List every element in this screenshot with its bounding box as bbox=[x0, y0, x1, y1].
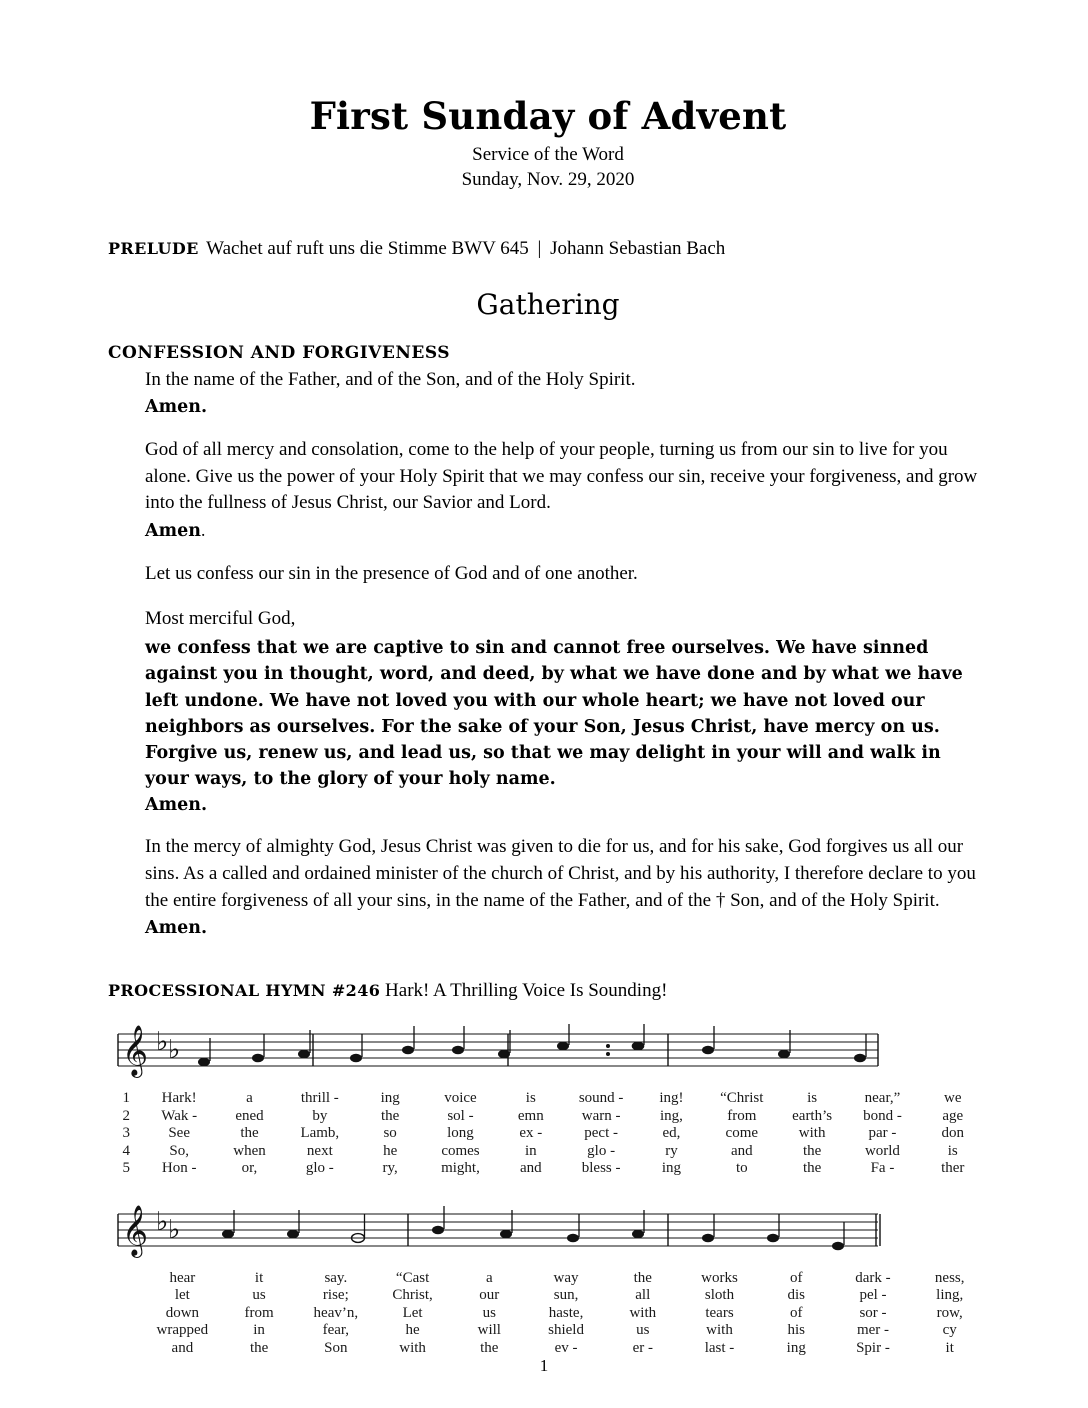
lyric-row bbox=[108, 1287, 988, 1305]
lyric-cell: glo - bbox=[587, 1142, 616, 1159]
lyric-cell: cy bbox=[942, 1322, 957, 1339]
lyric-cell: Hark! bbox=[161, 1090, 197, 1107]
flat-icon: ♭ bbox=[168, 1035, 181, 1066]
staff-2 bbox=[108, 1196, 888, 1268]
lyric-cell: with bbox=[798, 1125, 826, 1142]
lyric-row bbox=[108, 1340, 988, 1358]
lyric-cell: and bbox=[730, 1142, 753, 1159]
lyric-cell: by bbox=[312, 1107, 328, 1124]
lyric-cell: all bbox=[635, 1287, 651, 1304]
lyric-row bbox=[108, 1090, 988, 1108]
lyric-cell: a bbox=[485, 1269, 493, 1286]
lyric-cell: ed, bbox=[662, 1125, 681, 1142]
lyric-cell: us bbox=[636, 1322, 650, 1339]
lyric-cell: so bbox=[383, 1125, 397, 1142]
lyric-cell: ry, bbox=[382, 1160, 398, 1177]
lyric-cell: ry bbox=[665, 1142, 678, 1159]
lyric-cell: the bbox=[249, 1339, 269, 1356]
lyric-cell: last - bbox=[704, 1339, 735, 1356]
lyric-cell: Fa - bbox=[870, 1160, 895, 1177]
lyric-cell: ther bbox=[941, 1160, 965, 1177]
lyric-cell: don bbox=[941, 1125, 965, 1142]
lyric-cell: he bbox=[405, 1322, 420, 1339]
lyric-cell: in bbox=[253, 1322, 265, 1339]
lyric-cell: world bbox=[864, 1142, 900, 1159]
lyric-row bbox=[108, 1160, 988, 1178]
lyric-cell: “Christ bbox=[720, 1090, 764, 1107]
treble-clef-icon: 𝄞 bbox=[122, 1025, 149, 1077]
lyric-cell: earth’s bbox=[792, 1107, 833, 1124]
confession-body bbox=[145, 367, 988, 940]
lyric-cell: dark - bbox=[855, 1269, 891, 1286]
lyric-cell: next bbox=[306, 1142, 333, 1159]
lyric-cell: of bbox=[789, 1269, 803, 1286]
lyric-row bbox=[108, 1143, 988, 1161]
lyric-cell: bond - bbox=[863, 1107, 902, 1124]
flat-icon: ♭ bbox=[168, 1214, 181, 1245]
lyric-cell: might, bbox=[441, 1160, 480, 1177]
lyric-cell: ex - bbox=[519, 1125, 543, 1142]
lyric-cell: rise; bbox=[322, 1287, 349, 1304]
lyric-cell: let bbox=[174, 1287, 190, 1304]
lyric-cell: warn - bbox=[581, 1107, 621, 1124]
lyric-cell: tears bbox=[705, 1304, 734, 1321]
prelude-composer: Johann Sebastian Bach bbox=[550, 238, 726, 260]
page-subtitle: Service of the Word bbox=[472, 143, 624, 165]
hymn-music-notation bbox=[108, 1016, 988, 1357]
lyric-cell: a bbox=[246, 1090, 253, 1107]
lyric-cell: Son bbox=[324, 1339, 348, 1356]
lyric-cell: us bbox=[252, 1287, 266, 1304]
lyric-row bbox=[108, 1108, 988, 1126]
lyric-cell: voice bbox=[444, 1090, 477, 1107]
invitation-text: Let us confess our sin in the presence of God and of one another. bbox=[145, 563, 638, 585]
lyric-cell: ened bbox=[235, 1107, 264, 1124]
lyric-cell: it bbox=[945, 1339, 954, 1356]
amen-response-4: Amen. bbox=[145, 918, 208, 939]
lyric-cell: ness, bbox=[934, 1269, 965, 1286]
lyric-cell: pect - bbox=[584, 1125, 618, 1142]
lyric-cell: Wak - bbox=[161, 1107, 198, 1124]
amen-response-2-period: . bbox=[200, 520, 206, 541]
lyric-cell: is bbox=[525, 1090, 536, 1107]
lyric-cell: row, bbox=[936, 1304, 963, 1321]
staff-1 bbox=[108, 1016, 888, 1088]
rubric-confession-and-forgiveness: CONFESSION AND FORGIVENESS bbox=[108, 342, 450, 363]
treble-clef-icon: 𝄞 bbox=[122, 1204, 149, 1256]
lyric-row bbox=[108, 1270, 988, 1288]
lyric-cell: our bbox=[479, 1287, 500, 1304]
hymn-line bbox=[108, 980, 988, 1002]
lyric-cell: with bbox=[706, 1322, 733, 1339]
lyric-cell: we bbox=[944, 1090, 962, 1107]
lyric-cell: sun, bbox=[553, 1287, 579, 1304]
lyric-cell: when bbox=[233, 1142, 266, 1159]
music-system-2 bbox=[108, 1196, 988, 1358]
lyric-cell: and bbox=[519, 1160, 542, 1177]
prelude-separator: | bbox=[537, 238, 542, 260]
amen-response-2-word: Amen bbox=[145, 521, 201, 542]
lyric-cell: from bbox=[727, 1107, 757, 1124]
lyric-cell: the bbox=[802, 1160, 822, 1177]
lyric-cell: “Cast bbox=[395, 1269, 430, 1286]
lyric-cell: of bbox=[789, 1304, 803, 1321]
lyric-cell: So, bbox=[169, 1142, 189, 1159]
lyric-cell: emn bbox=[517, 1107, 544, 1124]
lyric-cell: bless - bbox=[581, 1160, 621, 1177]
lyric-cell: See bbox=[168, 1125, 190, 1142]
lyric-cell: Hon - bbox=[161, 1160, 197, 1177]
lyric-cell: down bbox=[165, 1304, 200, 1321]
prelude-piece: Wachet auf ruft uns die Stimme BWV 645 bbox=[206, 238, 529, 260]
lyric-cell: ev - bbox=[554, 1339, 578, 1356]
hymn-title: Hark! A Thrilling Voice Is Sounding! bbox=[385, 980, 668, 1002]
music-system-1 bbox=[108, 1016, 988, 1178]
lyric-cell: with bbox=[399, 1339, 426, 1356]
absolution-text: In the mercy of almighty God, Jesus Christ was given to die for us, and for his sake, God forgives us all our sins. As a called and ordained minister of the church of Christ, and by his authority, I therefore declare to you the entire forgiveness of all your sins, in the name of the Father, and of the † Son, and of the Holy Spirit. bbox=[145, 836, 976, 912]
address-text: Most merciful God, bbox=[145, 608, 296, 630]
lyric-cell: from bbox=[244, 1304, 274, 1321]
lyric-cell: par - bbox=[868, 1125, 897, 1142]
lyric-cell: Christ, bbox=[392, 1287, 433, 1304]
lyric-cell: sor - bbox=[859, 1304, 887, 1321]
lyric-cell: sol - bbox=[447, 1107, 474, 1124]
lyric-cell: with bbox=[629, 1304, 657, 1321]
lyric-cell: us bbox=[482, 1304, 496, 1321]
amen-response-1: Amen. bbox=[145, 396, 208, 417]
lyric-cell: wrapped bbox=[156, 1322, 209, 1339]
lyric-row bbox=[108, 1305, 988, 1323]
lyric-cell: the bbox=[480, 1339, 499, 1356]
hymn-label: PROCESSIONAL HYMN #246 bbox=[108, 981, 381, 1001]
lyric-cell: ing bbox=[786, 1339, 806, 1356]
lyric-cell: Let bbox=[402, 1304, 423, 1321]
service-date: Sunday, Nov. 29, 2020 bbox=[461, 169, 635, 191]
lyric-cell: ing! bbox=[659, 1090, 684, 1107]
lyric-cell: Spir - bbox=[856, 1339, 890, 1356]
amen-response-3: Amen. bbox=[145, 794, 208, 815]
lyric-cell: way bbox=[553, 1269, 579, 1286]
lyric-cell: sound - bbox=[578, 1090, 624, 1107]
lyric-cell: ing bbox=[380, 1090, 400, 1107]
prayer-text: God of all mercy and consolation, come to the help of your people, turning us from our sin to live for you alone. Give us the power of your Holy Spirit that we may confess our sin, receive your forgiveness, and grow into the fullness of Jesus Christ, our Savior and Lord. bbox=[145, 438, 978, 514]
lyric-cell: in bbox=[524, 1142, 537, 1159]
lyric-cell: fear, bbox=[322, 1322, 350, 1339]
prelude-line bbox=[108, 237, 988, 262]
lyric-cell: it bbox=[254, 1269, 264, 1286]
lyric-cell: or, bbox=[241, 1160, 258, 1177]
lyric-cell: long bbox=[447, 1125, 474, 1142]
lyric-cell: haste, bbox=[548, 1304, 584, 1321]
lyric-cell: age bbox=[942, 1107, 964, 1124]
lyric-cell: to bbox=[735, 1160, 748, 1177]
page-title: First Sunday of Advent bbox=[309, 94, 787, 138]
lyric-cell: works bbox=[701, 1269, 738, 1286]
lyric-cell: say. bbox=[324, 1269, 348, 1286]
lyric-cell: thrill - bbox=[300, 1090, 339, 1107]
lyric-cell: comes bbox=[441, 1142, 480, 1159]
lyric-cell: shield bbox=[548, 1322, 584, 1339]
lyric-cell: er - bbox=[632, 1339, 653, 1356]
lyric-row bbox=[108, 1125, 988, 1143]
lyric-cell: hear bbox=[169, 1269, 196, 1286]
invocation-text: In the name of the Father, and of the Son, and of the Holy Spirit. bbox=[145, 368, 636, 390]
stanza-number: 5 bbox=[122, 1160, 130, 1177]
congregational-confession-text: we confess that we are captive to sin and cannot free ourselves. We have sinned against you in thought, word, and deed, by what we have done and by what we have left undone. We have not loved you with our whole heart; we have not loved our neighbors as ourselves. For the sake of your Son, Jesus Christ, have mercy on us. Forgive us, renew us, and lead us, so that we may delight in your will and walk in your ways, to the glory of your holy name. bbox=[145, 638, 963, 790]
section-heading-gathering: Gathering bbox=[476, 287, 620, 321]
lyric-cell: pel - bbox=[859, 1287, 887, 1304]
stanza-number: 1 bbox=[122, 1090, 130, 1107]
lyric-cell: near,” bbox=[864, 1090, 901, 1107]
page-content bbox=[108, 96, 988, 1363]
lyric-cell: ling, bbox=[936, 1287, 964, 1304]
lyric-cell: will bbox=[477, 1322, 501, 1339]
lyric-cell: Lamb, bbox=[300, 1125, 340, 1142]
flat-icon: ♭ bbox=[156, 1027, 169, 1058]
prelude-label: PRELUDE bbox=[108, 239, 199, 259]
lyric-cell: is bbox=[807, 1090, 818, 1107]
lyric-cell: heav’n, bbox=[313, 1304, 359, 1321]
lyric-cell: and bbox=[171, 1339, 194, 1356]
lyric-cell: the bbox=[380, 1107, 400, 1124]
lyric-cell: dis bbox=[787, 1287, 805, 1304]
amen-response-2 bbox=[145, 519, 988, 543]
lyric-cell: his bbox=[787, 1322, 805, 1339]
lyric-cell: ing, bbox=[660, 1107, 683, 1124]
lyric-row bbox=[108, 1322, 988, 1340]
lyric-cell: the bbox=[633, 1269, 652, 1286]
lyric-cell: he bbox=[383, 1142, 398, 1159]
flat-icon: ♭ bbox=[156, 1206, 169, 1237]
hymn-lyrics-system-2 bbox=[108, 1270, 988, 1358]
lyric-cell: sloth bbox=[704, 1287, 735, 1304]
stanza-number: 3 bbox=[122, 1125, 130, 1142]
hymn-lyrics-system-1 bbox=[108, 1090, 988, 1178]
lyric-cell: is bbox=[947, 1142, 958, 1159]
stanza-number: 2 bbox=[122, 1107, 130, 1124]
lyric-cell: glo - bbox=[305, 1160, 334, 1177]
lyric-cell: come bbox=[725, 1125, 759, 1142]
lyric-cell: ing bbox=[661, 1160, 682, 1177]
lyric-cell: the bbox=[240, 1125, 259, 1142]
lyric-cell: mer - bbox=[856, 1322, 890, 1339]
stanza-number: 4 bbox=[122, 1142, 130, 1159]
page-number: 1 bbox=[539, 1356, 549, 1375]
lyric-cell: the bbox=[802, 1142, 822, 1159]
